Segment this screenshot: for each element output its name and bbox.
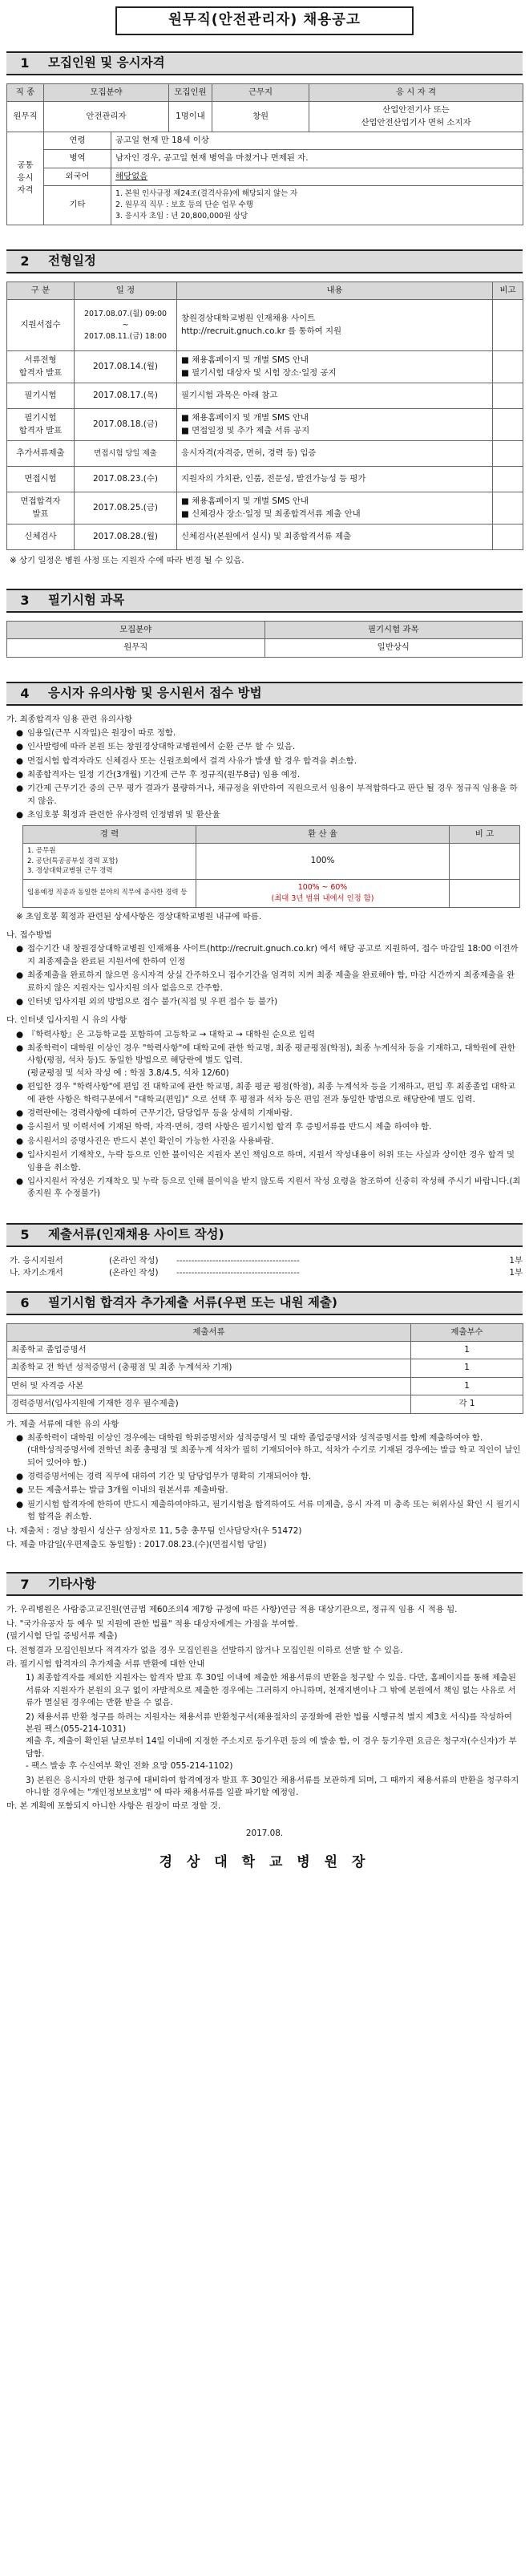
table-cell: 지원서접수 (7, 300, 75, 351)
submission-address: 나. 제출처 : 경남 창원시 성산구 삼정자로 11, 5층 총무팀 인사담당자(우 51472) (6, 1525, 302, 1536)
table-row (7, 351, 523, 383)
list-item: ● 최종학력이 대학원 이상인 경우에는 대학원 학위증명서와 성적증명서 및 대학 졸업증명서와 성적증명서를 함께 제출하여야 함. (대학성적증명서에 전학년 최종 총평점 및 최종누계 석차가 필히 기재되어야 하고, 석차가 수기로 기재된 경우에는 발급 학교 직인이 날인 되어 있어야 함.) (6, 1432, 523, 1469)
table-cell (309, 102, 523, 132)
table-cell (450, 879, 520, 907)
announcement-date: 2017.08. (245, 1828, 284, 1838)
list-item: ● 편입한 경우 "학력사항"에 편입 전 대학교에 관한 학교명, 최종 평균 평점(학점), 최종 누계석차 등을 기재하고, 편입 후 최종졸업 대학교에 관한 사항은 학력구분에서 "대학교(편입)" 으로 선택 후 평점과 석차 등은 편입 전과 동일한 방법으로 해당란에 별도 입력. (6, 1081, 523, 1106)
list-item-text: 『학력사항』은 고등학교를 포함하여 고등학교 → 대학교 → 대학원 순으로 입력 (27, 1029, 315, 1039)
document-method: (온라인 작성) (109, 1268, 159, 1278)
list-item-text: 최종학력이 대학원 이상인 경우 "학력사항"에 대학교에 관한 학교명, 최종 평균평점(학점), 최종 누계석차 등을 기재하고, 대학원에 관한 사항(평점, 석차 등)도 동일한 방법으로 해당란에 별도 입력. (평균평점 및 석차 작성 예 : 학점 3.8/4.5, 석차 12/60) (27, 1043, 516, 1078)
table-row (7, 1395, 523, 1413)
career-note: ※ 초임호봉 획정과 관련된 상세사항은 경상대학교병원 내규에 따름. (16, 911, 262, 921)
list-item: ● 『학력사항』은 고등학교를 포함하여 고등학교 → 대학교 → 대학원 순으로 입력 (6, 1029, 523, 1041)
list-item: ● 최종학력이 대학원 이상인 경우 "학력사항"에 대학교에 관한 학교명, 최종 평균평점(학점), 최종 누계석차 등을 기재하고, 대학원에 관한 사항(평점, 석차 등)도 동일한 방법으로 해당란에 별도 입력. (평균평점 및 석차 작성 예 : 학점 3.8/4.5, 석차 12/60) (6, 1043, 523, 1079)
schedule-note: ※ 상기 일정은 병원 사정 또는 지원자 수에 따라 변경 될 수 있음. (10, 556, 244, 566)
section-5-header (6, 1223, 523, 1247)
table-cell: 면접합격자 발표 (7, 492, 75, 525)
table-row (7, 383, 523, 409)
table-cell: 경력증명서(입사지원에 기재한 경우 필수제출) (7, 1395, 411, 1413)
table-cell: ■ 채용홈페이지 및 개별 SMS 안내 ■ 면접일정 및 추가 제출 서류 공지 (177, 409, 493, 441)
qualification-line: 산업안전산업기사 면허 소지자 (361, 117, 471, 128)
table-cell: 필기시험 합격자 발표 (7, 409, 75, 441)
list-item-text: 경력란에는 경력사항에 대하여 근무기간, 담당업무 등을 상세히 기재바람. (27, 1108, 293, 1119)
etc-line: 2. 원무직 직무 : 보호 등의 단순 업무 수행 (115, 200, 253, 210)
header-cell: 근무지 (212, 83, 309, 101)
document-name: 나. 자기소개서 (10, 1268, 63, 1278)
table-cell: 1 (411, 1359, 523, 1377)
list-item: ● 기간제 근무기간 중의 근무 평가 결과가 불량하거나, 채규정을 위반하여 직원으로서 임용이 부적합하다고 판단 될 경우 정규직 임용을 하지 않음. (6, 783, 523, 808)
list-item-text: 면접시험 합격자라도 신체검사 또는 신원조회에서 결격 사유가 발생 할 경우 합격을 취소함. (27, 755, 357, 766)
section-title: 제출서류(인재채용 사이트 작성) (48, 1227, 224, 1242)
list-item-text: 임용일(근무 시작일)은 원장이 따로 정함. (27, 727, 176, 738)
table-row (7, 1377, 523, 1395)
table-cell (493, 351, 523, 383)
issuer-signature: 경 상 대 학 교 병 원 장 (159, 1854, 370, 1871)
table-cell: 2017.08.18.(금) (75, 409, 177, 441)
page-title: 원무직(안전관리자) 채용공고 (115, 6, 414, 35)
list-item-text: 입사지원서 작성은 기재착오 및 누락 등으로 인해 불이익을 받지 않도록 지원서 작성 요령을 참조하여 신중히 작성해 주시기 바랍니다.(최종지원 후 수정불가) (27, 1177, 521, 1199)
table-cell: 신체검사(본원에서 실시) 및 최종합격서류 제출 (177, 525, 493, 550)
subsection-title: 다. 인터넷 입사지원 시 유의 사항 (6, 1015, 127, 1026)
table-cell: 최종학교 졸업증명서 (7, 1341, 411, 1359)
table-cell: 면접시험 당일 제출 (75, 441, 177, 467)
list-item-text: 인터넷 입사지원 외의 방법으로 접수 불가(직접 및 우편 접수 등 불가) (27, 996, 278, 1007)
table-cell: 2017.08.28.(월) (75, 525, 177, 550)
table-cell: 원무직 (7, 639, 265, 657)
table-cell: 2017.08.25.(금) (75, 492, 177, 525)
list-item: ● 인터넷 입사지원 외의 방법으로 접수 불가(직접 및 우편 접수 등 불가) (6, 996, 523, 1008)
list-item: ● 입사지원서 기재착오, 누락 등으로 인한 불이익은 지원자 본인 책임으로 하며, 지원서 작성내용이 허위 또는 사실과 상이한 경우 합격 및 임용을 취소함. (6, 1149, 523, 1174)
table-cell: 100% ~ 60% (최대 3년 범위 내에서 인정 함) (196, 879, 450, 907)
list-item-text: 최종학력이 대학원 이상인 경우에는 대학원 학위증명서와 성적증명서 및 대학 졸업증명서와 성적증명서를 함께 제출하여야 함. (대학성적증명서에 전학년 최종 총평점 및 최종누계 석차가 필히 기재되어야 하고, 석차가 수기로 기재된 경우에는 발급 학교 직인이 날인 되어 있어야 함.) (27, 1432, 521, 1468)
career-conversion-table (22, 825, 520, 908)
table-cell (493, 525, 523, 550)
document-line (6, 1255, 523, 1267)
section-7-header (6, 1572, 523, 1596)
table-row (7, 102, 523, 132)
table-cell (450, 844, 520, 880)
list-item-text: 기간제 근무기간 중의 근무 평가 결과가 불량하거나, 채규정을 위반하여 직원으로서 임용이 부적합하다고 판단 될 경우 정규직 임용을 하지 않음. (27, 784, 518, 806)
header-cell: 구 분 (7, 281, 75, 299)
table-cell: 100% (196, 844, 450, 880)
table-cell: 면접시험 (7, 467, 75, 492)
section-title: 응시자 유의사항 및 응시원서 접수 방법 (48, 686, 262, 701)
header-cell: 경 력 (23, 825, 196, 843)
section-1-header (6, 51, 523, 75)
document-name: 가. 응시지원서 (10, 1255, 63, 1266)
table-cell: 창원 (212, 102, 309, 132)
subsection-title: 가. 최종합격자 임용 관련 유의사항 (6, 714, 133, 724)
table-row (7, 467, 523, 492)
list-item: ● 임용일(근무 시작일)은 원장이 따로 정함. (6, 727, 523, 739)
table-cell: 안전관리자 (44, 102, 169, 132)
table-cell (493, 441, 523, 467)
section-number: 1 (20, 55, 30, 71)
header-cell: 필기시험 과목 (264, 621, 523, 638)
section-3-header (6, 589, 523, 613)
section-number: 4 (20, 685, 30, 701)
document-line (6, 1267, 523, 1279)
table-cell: 공고일 현재 만 18세 이상 (111, 132, 523, 150)
submission-deadline: 다. 제출 마감일(우편제출도 동일함) : 2017.08.23.(수)(면접시험 당일) (6, 1540, 267, 1550)
other-item: 마. 본 계획에 포함되지 아니한 사항은 원장이 따로 정할 것. (6, 1801, 221, 1812)
table-cell (493, 409, 523, 441)
other-subitem: 3) 본원은 응시자의 반환 청구에 대비하여 합격예정자 발표 후 30일간 채용서류를 보관하게 되며, 그 때까지 채용서류의 반환을 청구하지 아니할 경우에는 "개인정보보호법" 에 따라 채용서류를 일괄 파기할 예정임. (26, 1775, 519, 1797)
list-item-text: 필기시험 합격자에 한하여 반드시 제출하여야하고, 필기시험을 합격하여도 서류 미제출, 응시 자격 미 충족 또는 허위사실 확인 시 필기시험 합격을 취소함. (27, 1499, 520, 1522)
recruitment-table (6, 83, 523, 225)
document-count: 1부 (509, 1268, 523, 1278)
table-cell: 기타 (44, 186, 111, 225)
section-6-header (6, 1291, 523, 1315)
section-title: 필기시험 과목 (48, 593, 125, 608)
table-cell (493, 492, 523, 525)
table-cell: 필기시험 과목은 아래 참고 (177, 383, 493, 409)
table-row (7, 168, 523, 185)
etc-line: 3. 응시자 초임 : 년 20,800,000원 상당 (115, 212, 248, 221)
header-cell: 일 정 (75, 281, 177, 299)
list-item: ● 응시원서의 증명사진은 반드시 본인 확인이 가능한 사진을 사용바람. (6, 1136, 523, 1148)
additional-documents-table (6, 1323, 523, 1414)
list-item: ● 응시원서 및 이력서에 기재된 학력, 자격‧면허, 경력 사항은 필기시험 합격 후 증빙서류를 반드시 제출 하여야 함. (6, 1121, 523, 1133)
table-cell (493, 383, 523, 409)
header-cell: 환 산 율 (196, 825, 450, 843)
table-cell: 1 (411, 1377, 523, 1395)
header-cell: 제출부수 (411, 1323, 523, 1341)
table-row (7, 300, 523, 351)
required-documents (6, 1255, 523, 1280)
list-item-text: 응시원서 및 이력서에 기재된 학력, 자격‧면허, 경력 사항은 필기시험 합격 후 증빙서류를 반드시 제출 하여야 함. (27, 1122, 432, 1132)
table-cell: 1. 공무원 2. 공단(특공공부설 경력 포함) 3. 경상대학교병원 근무 경력 (23, 844, 196, 880)
table-row (7, 186, 523, 225)
table-header-row (7, 621, 523, 638)
table-cell: 창원경상대학교병원 인재채용 사이트 http://recruit.gnuch.co.kr 를 통하여 지원 (177, 300, 493, 351)
table-cell: 1 (411, 1341, 523, 1359)
table-row (23, 879, 520, 907)
table-cell: ■ 채용홈페이지 및 개별 SMS 안내 ■ 필기시험 대상자 및 시험 장소‧일정 공지 (177, 351, 493, 383)
table-row (7, 639, 523, 657)
table-cell: 남자인 경우, 공고일 현재 병역을 마쳤거나 면제된 자. (111, 150, 523, 168)
other-subitem: 2) 채용서류 반환 청구를 하려는 지원자는 채용서류 반환청구서(채용절차의 공정화에 관한 법률 시행규칙 별지 제3호 서식)를 작성하여 본원 팩스(055-214-1031) 제출 후, 제출이 확인된 날로부터 14일 이내에 지정한 주소지로 등기우편 등의 에 발송 함, 이 경우 등기우편 요금은 청구자(수신자)가 부담함. - 팩스 발송 후 수신여부 확인 전화 요망 055-214-1102) (26, 1711, 517, 1772)
other-subitem: 1) 최종합격자를 제외한 지원자는 합격자 발표 후 30일 이내에 제출한 채용서류의 반환을 청구할 수 있음. 다만, 홈페이지를 통해 제출된 서류와 지원자가 본원의 요구 없이 자발적으로 제출한 경우에는 그러하지 아니하며, 천재지변이나 그 밖에 본원에서 책임 없는 사유로 서류가 멸실된 경우에는 반환 받을 수 없음. (26, 1673, 516, 1708)
list-item-text: 접수기간 내 창원경상대학교병원 인재채용 사이트(http://recruit.gnuch.co.kr) 에서 해당 공고로 지원하여, 접수 마감일 18:00 이전까지 최종제출을 완료된 지원서에 한하여 인정 (27, 944, 519, 966)
section-number: 5 (20, 1226, 30, 1242)
table-cell: 추가서류제출 (7, 441, 75, 467)
dotted-leader: ----------------------------------------- (176, 1268, 300, 1278)
table-cell: 2017.08.23.(수) (75, 467, 177, 492)
other-item: 가. 우리병원은 사람중고교진원(연금법 제60조의4 제7항 규정에 따른 사항)연금 적용 대상기관으로, 정규직 임용 시 적용 됨. (6, 1605, 458, 1615)
list-item-text: 응시원서의 증명사진은 반드시 본인 확인이 가능한 사진을 사용바람. (27, 1136, 274, 1146)
other-item: 라. 필기시험 합격자의 추가제출 서류 반환에 대한 안내 (6, 1659, 205, 1669)
qualification-line: 산업안전기사 또는 (382, 105, 450, 115)
table-cell: 필기시험 (7, 383, 75, 409)
table-cell: 원무직 (7, 102, 44, 132)
header-cell: 내용 (177, 281, 493, 299)
header-cell: 응 시 자 격 (309, 83, 523, 101)
header-cell: 모집인원 (169, 83, 212, 101)
list-item: ● 초임호봉 획정과 관련한 유사경력 인정범위 및 환산율 (6, 809, 523, 821)
table-cell: 최종학교 전 학년 성적증명서 (충평점 및 최종 누계석차 기재) (7, 1359, 411, 1377)
table-cell: 2017.08.07.(월) 09:00 ~ 2017.08.11.(금) 18:00 (75, 300, 177, 351)
list-item: ● 최종제출을 완료하지 않으면 응시자격 상실 간주하오니 접수기간을 엄격히 지켜 최종 제출을 완료해야 함, 마감 시간까지 최종제출을 완료하지 않은 지원자는 입사지원 의사 없음으로 간주함. (6, 970, 523, 994)
header-cell: 모집분야 (7, 621, 265, 638)
table-row (7, 492, 523, 525)
schedule-table (6, 281, 523, 550)
section-number: 7 (20, 1576, 30, 1592)
table-row (23, 844, 520, 880)
section-2-header (6, 249, 523, 273)
table-header-row (7, 1323, 523, 1341)
list-item-text: 경력증명서에는 경력 직무에 대하여 기간 및 담당업무가 명확히 기재되어야 함. (27, 1472, 312, 1482)
table-cell: 해당없음 (111, 168, 523, 185)
table-cell: 일반상식 (264, 639, 523, 657)
section-4-header (6, 682, 523, 706)
list-item: ● 필기시험 합격자에 한하여 반드시 제출하여야하고, 필기시험을 합격하여도 서류 미제출, 응시 자격 미 충족 또는 허위사실 확인 시 필기시험 합격을 취소함. (6, 1499, 523, 1524)
table-header-row (7, 281, 523, 299)
table-cell: 응시자격(자격증, 면허, 경력 등) 입증 (177, 441, 493, 467)
table-row (7, 441, 523, 467)
list-item-text: 초임호봉 획정과 관련한 유사경력 인정범위 및 환산율 (27, 810, 220, 820)
section-number: 3 (20, 592, 30, 608)
list-item-text: 모든 제출서류는 발급 3개월 이내의 원본서류 제출바람. (27, 1485, 228, 1496)
document-method: (온라인 작성) (109, 1255, 159, 1266)
section-title: 모집인원 및 응시자격 (48, 55, 165, 71)
header-cell: 모집분야 (44, 83, 169, 101)
list-item: ● 면접시험 합격자라도 신체검사 또는 신원조회에서 결격 사유가 발생 할 경우 합격을 취소함. (6, 755, 523, 768)
table-header-row (7, 83, 523, 101)
section-title: 필기시험 합격자 추가제출 서류(우편 또는 내원 제출) (48, 1295, 337, 1310)
table-row (7, 150, 523, 168)
list-item-text: 최종제출을 완료하지 않으면 응시자격 상실 간주하오니 접수기간을 엄격히 지켜 최종 제출을 완료해야 함, 마감 시간까지 최종제출을 완료하지 않은 지원자는 입사지원 의사 없음으로 간주함. (27, 970, 515, 993)
subsection-title: 나. 접수방법 (6, 930, 52, 940)
table-cell (111, 186, 523, 225)
table-cell: 면허 및 자격증 사본 (7, 1377, 411, 1395)
other-item: 나. "국가유공자 등 예우 및 지원에 관한 법률" 적용 대상자에게는 가점을 부여함. (필기시험 단일 증빙서류 제출) (6, 1618, 298, 1642)
header-cell: 직 종 (7, 83, 44, 101)
list-item: ● 인사발령에 따라 본원 또는 창원경상대학교병원에서 순환 근무 할 수 있음. (6, 741, 523, 753)
section-number: 6 (20, 1294, 30, 1310)
table-header-row (23, 825, 520, 843)
table-row (7, 1359, 523, 1377)
exam-subject-table (6, 621, 523, 658)
list-item-text: 인사발령에 따라 본원 또는 창원경상대학교병원에서 순환 근무 할 수 있음. (27, 742, 296, 752)
list-item: ● 입사지원서 작성은 기재착오 및 누락 등으로 인해 불이익을 받지 않도록 지원서 작성 요령을 참조하여 신중히 작성해 주시기 바랍니다.(최종지원 후 수정불가) (6, 1176, 523, 1201)
subsection-title: 가. 제출 서류에 대한 유의 사항 (6, 1419, 119, 1429)
table-cell: 2017.08.14.(월) (75, 351, 177, 383)
list-item-text: 입사지원서 기재착오, 누락 등으로 인한 불이익은 지원자 본인 책임으로 하며, 지원서 작성내용이 허위 또는 사실과 상이한 경우 합격 및 임용을 취소함. (27, 1150, 515, 1173)
dotted-leader: ----------------------------------------- (176, 1255, 300, 1266)
table-cell: ■ 채용홈페이지 및 개별 SMS 안내 ■ 신체검사 장소‧일정 및 최종합격서류 제출 안내 (177, 492, 493, 525)
section-title: 기타사항 (48, 1576, 96, 1591)
common-qualification-label: 공통 응시 자격 (7, 132, 44, 225)
section-title: 전형일정 (48, 253, 96, 269)
table-cell: 임용예정 직종과 동일한 분야의 직무에 종사한 경력 등 (23, 879, 196, 907)
bullet-list (6, 727, 523, 822)
header-cell: 비 고 (450, 825, 520, 843)
table-cell: 병역 (44, 150, 111, 168)
list-item-text: 최종합격자는 일정 기간(3개월) 기간제 근무 후 정규직(원무8급) 임용 예정. (27, 770, 301, 780)
section-number: 2 (20, 253, 30, 269)
table-row (7, 409, 523, 441)
table-row (7, 132, 523, 150)
table-cell: 2017.08.17.(목) (75, 383, 177, 409)
table-cell: 각 1 (411, 1395, 523, 1413)
list-item: ● 모든 제출서류는 발급 3개월 이내의 원본서류 제출바람. (6, 1484, 523, 1497)
table-row (7, 1341, 523, 1359)
table-row (7, 525, 523, 550)
list-item: ● 경력란에는 경력사항에 대하여 근무기간, 담당업무 등을 상세히 기재바람. (6, 1108, 523, 1120)
other-item: 다. 전형결과 모집인원보다 적격자가 없을 경우 모집인원을 선발하지 않거나 모집인원 이하로 선발 할 수 있음. (6, 1645, 403, 1655)
table-cell: 연령 (44, 132, 111, 150)
table-cell (493, 300, 523, 351)
table-cell (493, 467, 523, 492)
list-item-text: 편입한 경우 "학력사항"에 편입 전 대학교에 관한 학교명, 최종 평균 평점(학점), 최종 누계석차 등을 기재하고, 편입 후 최종졸업 대학교에 관한 사항은 학력구분에서 "대학교(편입)" 으로 선택 후 평점과 석차 등은 편입 전과 동일한 방법으로 해당란에 별도 입력. (27, 1082, 515, 1104)
header-cell: 비고 (493, 281, 523, 299)
list-item: ● 경력증명서에는 경력 직무에 대하여 기간 및 담당업무가 명확히 기재되어야 함. (6, 1471, 523, 1483)
header-cell: 제출서류 (7, 1323, 411, 1341)
list-item: ● 접수기간 내 창원경상대학교병원 인재채용 사이트(http://recruit.gnuch.co.kr) 에서 해당 공고로 지원하여, 접수 마감일 18:00 이전까지 최종제출을 완료된 지원서에 한하여 인정 (6, 943, 523, 968)
table-cell: 지원자의 가치관, 인품, 전문성, 발전가능성 등 평가 (177, 467, 493, 492)
table-cell: 신체검사 (7, 525, 75, 550)
table-cell: 1명이내 (169, 102, 212, 132)
table-cell: 외국어 (44, 168, 111, 185)
table-cell: 서류전형 합격자 발표 (7, 351, 75, 383)
etc-line: 1. 본원 인사규정 제24조(결격사유)에 해당되지 않는 자 (115, 189, 298, 199)
list-item: ● 최종합격자는 일정 기간(3개월) 기간제 근무 후 정규직(원무8급) 임용 예정. (6, 769, 523, 781)
document-count: 1부 (509, 1255, 523, 1266)
